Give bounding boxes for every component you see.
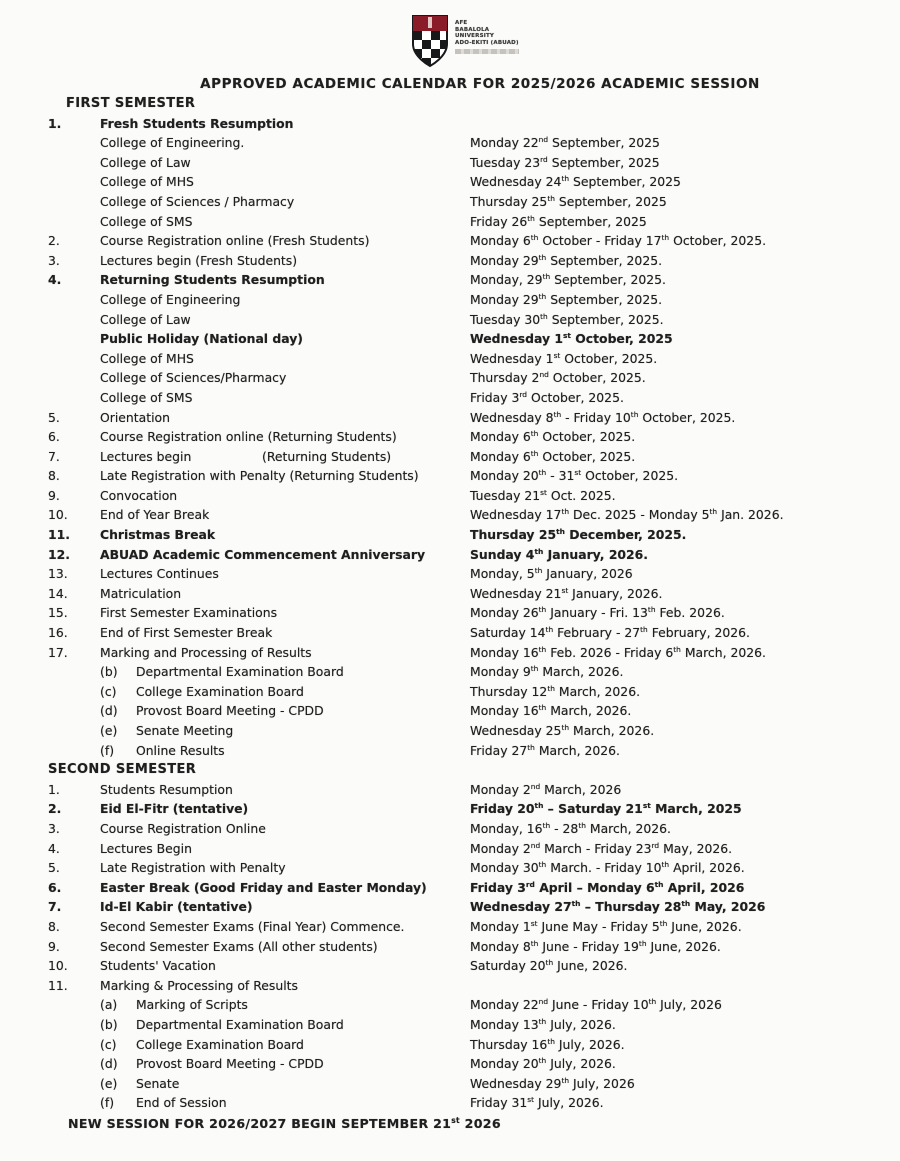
row-label-cell	[100, 172, 470, 192]
row-label: Lectures begin	[100, 448, 192, 464]
calendar-row	[48, 329, 900, 349]
row-date: Thursday 12th March, 2026.	[470, 683, 641, 699]
row-date: Friday 20th – Saturday 21st March, 2025	[470, 801, 742, 817]
row-label-cell	[100, 819, 470, 839]
row-date: Saturday 20th June, 2026.	[470, 958, 628, 974]
session-footer-note: NEW SESSION FOR 2026/2027 BEGIN SEPTEMBER 21st 2026	[68, 1115, 501, 1131]
logo-text-line: AFE	[455, 20, 468, 26]
row-date: Monday 9th March, 2026.	[470, 664, 624, 680]
row-number	[48, 1054, 100, 1074]
row-label-cell	[100, 741, 470, 761]
row-label: College of SMS	[100, 213, 193, 229]
row-number: 15.	[48, 605, 68, 621]
row-label-cell	[100, 603, 470, 623]
row-number	[48, 212, 100, 232]
calendar-row	[48, 486, 900, 506]
row-label-cell	[100, 251, 470, 271]
row-date: Wednesday 27th – Thursday 28th May, 2026	[470, 899, 766, 915]
row-label: Lectures Continues	[100, 566, 219, 582]
calendar-row	[48, 466, 900, 486]
row-number: 5.	[48, 860, 60, 876]
calendar-row	[48, 819, 900, 839]
calendar-row	[48, 310, 900, 330]
row-letter: (f)	[100, 742, 115, 758]
row-label: Second Semester Exams (Final Year) Commence.	[100, 918, 405, 934]
row-date: Monday 6th October, 2025.	[470, 428, 636, 445]
row-date: Thursday 25th December, 2025.	[470, 526, 687, 543]
row-date: Thursday 16th July, 2026.	[470, 1036, 625, 1052]
calendar-row	[48, 799, 900, 819]
row-date: Monday, 5th January, 2026	[470, 566, 633, 582]
calendar-row	[48, 701, 900, 721]
university-logo-text	[455, 12, 519, 54]
calendar-row	[48, 623, 900, 643]
calendar-row	[48, 897, 900, 917]
row-label: Lectures Begin	[100, 840, 192, 856]
row-date: Monday 2nd March, 2026	[470, 781, 622, 797]
calendar-row	[48, 1093, 900, 1113]
row-label-cell	[100, 976, 470, 996]
row-label: Provost Board Meeting - CPDD	[135, 703, 324, 719]
row-label-cell	[100, 623, 470, 643]
row-label-cell	[100, 329, 470, 349]
row-number: 10.	[48, 958, 68, 974]
row-number: 6.	[48, 879, 62, 895]
row-letter: (d)	[100, 1056, 118, 1072]
row-date: Wednesday 25th March, 2026.	[470, 722, 655, 738]
row-date: Monday 16th Feb. 2026 - Friday 6th March, 2026.	[470, 644, 766, 660]
calendar-row	[48, 525, 900, 545]
row-label-cell	[100, 839, 470, 859]
row-label: Departmental Examination Board	[135, 664, 344, 680]
row-label-cell	[100, 153, 470, 173]
row-number	[48, 172, 100, 192]
row-letter: (e)	[100, 1075, 118, 1091]
row-label-cell	[100, 564, 470, 584]
row-number: 8.	[48, 918, 60, 934]
row-label: Returning Students Resumption	[100, 272, 325, 288]
row-label-cell	[100, 1074, 470, 1094]
row-date: Monday 6th October - Friday 17th October, 2025.	[470, 233, 767, 249]
row-date	[470, 976, 900, 996]
row-label-cell	[100, 956, 470, 976]
calendar-row	[48, 447, 900, 467]
row-date: Monday 22nd September, 2025	[470, 135, 660, 151]
row-label-cell	[100, 995, 470, 1015]
row-number: 2.	[48, 801, 62, 817]
calendar-row	[48, 251, 900, 271]
row-date: Monday 16th March, 2026.	[470, 703, 632, 719]
calendar-row	[48, 564, 900, 584]
university-crest-icon	[411, 14, 449, 68]
calendar-row	[48, 643, 900, 663]
calendar-row	[48, 349, 900, 369]
calendar-row	[48, 839, 900, 859]
row-label: Easter Break (Good Friday and Easter Monday)	[100, 879, 427, 895]
row-label: College of MHS	[100, 350, 194, 366]
row-label: Course Registration online (Returning Students)	[100, 429, 397, 445]
row-label-cell	[100, 505, 470, 525]
row-number: 7.	[48, 899, 62, 915]
row-date: Wednesday 8th - Friday 10th October, 2025.	[470, 409, 736, 425]
row-number: 11.	[48, 527, 70, 543]
row-label-cell	[100, 584, 470, 604]
row-label: Convocation	[100, 487, 178, 503]
calendar-row	[48, 937, 900, 957]
row-number: 4.	[48, 840, 60, 856]
row-number	[48, 153, 100, 173]
calendar-sections	[0, 94, 900, 1113]
row-number: 7.	[48, 448, 60, 464]
row-label-cell	[100, 427, 470, 447]
logo-text-line: ADO-EKITI (ABUAD)	[455, 39, 519, 46]
calendar-row	[48, 505, 900, 525]
calendar-row	[48, 1074, 900, 1094]
row-number	[48, 310, 100, 330]
calendar-row	[48, 1035, 900, 1055]
row-number: 8.	[48, 468, 60, 484]
row-label-cell	[100, 133, 470, 153]
row-label-cell	[100, 917, 470, 937]
calendar-row	[48, 662, 900, 682]
row-label-suffix: (Returning Students)	[262, 448, 392, 464]
row-label: End of Session	[135, 1095, 227, 1111]
row-label: Course Registration Online	[100, 820, 266, 836]
row-number: 5.	[48, 409, 60, 425]
row-number	[48, 133, 100, 153]
logo-text-line: BABALOLA	[455, 26, 490, 33]
row-number	[48, 1015, 100, 1035]
calendar-row	[48, 114, 900, 134]
row-date	[470, 114, 900, 134]
row-number: 16.	[48, 625, 68, 641]
row-label: Marking and Processing of Results	[100, 644, 312, 660]
row-label: First Semester Examinations	[100, 605, 278, 621]
row-letter: (a)	[100, 997, 118, 1013]
calendar-row	[48, 270, 900, 290]
row-number: 9.	[48, 487, 60, 503]
row-number	[48, 1035, 100, 1055]
calendar-row	[48, 1015, 900, 1035]
calendar-row	[48, 995, 900, 1015]
calendar-row	[48, 917, 900, 937]
row-date: Wednesday 21st January, 2026.	[470, 585, 663, 601]
row-label-cell	[100, 212, 470, 232]
row-number: 14.	[48, 585, 68, 601]
row-date: Wednesday 29th July, 2026	[470, 1075, 635, 1091]
row-label-cell	[100, 447, 470, 467]
calendar-row	[48, 780, 900, 800]
row-date: Wednesday 17th Dec. 2025 - Monday 5th Jan. 2026.	[470, 507, 784, 523]
row-date: Monday 1st June May - Friday 5th June, 2026.	[470, 918, 742, 934]
row-label: ABUAD Academic Commencement Anniversary	[100, 546, 426, 562]
row-number	[48, 192, 100, 212]
row-label: Marking of Scripts	[135, 997, 248, 1013]
row-date: Saturday 14th February - 27th February, 2026.	[470, 624, 750, 641]
row-label-cell	[100, 1093, 470, 1113]
row-number	[48, 662, 100, 682]
row-label: College of Sciences/Pharmacy	[100, 370, 287, 386]
row-date: Thursday 25th September, 2025	[470, 193, 667, 209]
row-date: Wednesday 1st October, 2025.	[470, 350, 658, 366]
row-label-cell	[100, 192, 470, 212]
row-label-cell	[100, 701, 470, 721]
row-number: 11.	[48, 977, 68, 993]
row-label: Students Resumption	[100, 781, 233, 797]
calendar-row	[48, 878, 900, 898]
row-date: Monday 20th July, 2026.	[470, 1055, 616, 1072]
semester-heading: FIRST SEMESTER	[66, 96, 196, 111]
row-date: Tuesday 21st Oct. 2025.	[470, 487, 616, 503]
row-number	[48, 329, 100, 349]
row-label-cell	[100, 937, 470, 957]
row-number: 1.	[48, 115, 62, 131]
logo-text-line: UNIVERSITY	[455, 33, 495, 39]
page-title: APPROVED ACADEMIC CALENDAR FOR 2025/2026 ACADEMIC SESSION	[200, 76, 760, 92]
row-number: 10.	[48, 507, 68, 523]
calendar-row	[48, 545, 900, 565]
row-label: College of SMS	[100, 389, 193, 405]
row-label-cell	[100, 486, 470, 506]
row-label-cell	[100, 270, 470, 290]
row-label-cell	[100, 466, 470, 486]
calendar-row	[48, 721, 900, 741]
row-label: Matriculation	[100, 585, 182, 601]
row-label: Provost Board Meeting - CPDD	[135, 1056, 324, 1072]
calendar-row	[48, 682, 900, 702]
row-label: Departmental Examination Board	[135, 1016, 344, 1032]
calendar-row	[48, 976, 900, 996]
row-label: Senate	[135, 1075, 180, 1091]
row-label-cell	[100, 799, 470, 819]
row-letter: (c)	[100, 683, 117, 699]
row-number: 1.	[48, 781, 60, 797]
row-label: Orientation	[100, 409, 170, 425]
row-number	[48, 721, 100, 741]
row-label-cell	[100, 290, 470, 310]
row-date: Tuesday 30th September, 2025.	[470, 311, 664, 327]
row-date: Monday 8th June - Friday 19th June, 2026.	[470, 938, 721, 954]
row-letter: (e)	[100, 723, 118, 738]
row-date: Monday 20th - 31st October, 2025.	[470, 468, 679, 484]
row-label-cell	[100, 231, 470, 251]
row-number	[48, 741, 100, 761]
calendar-row	[48, 584, 900, 604]
calendar-row	[48, 153, 900, 173]
row-date: Wednesday 24th September, 2025	[470, 174, 681, 190]
row-label: End of Year Break	[100, 507, 210, 523]
row-number	[48, 290, 100, 310]
row-label: Late Registration with Penalty (Returning Students)	[100, 468, 419, 484]
row-label: College of Engineering.	[100, 135, 245, 151]
row-number	[48, 995, 100, 1015]
row-number: 3.	[48, 820, 60, 836]
university-logo	[0, 12, 900, 74]
row-label: Online Results	[135, 742, 225, 758]
row-label-cell	[100, 388, 470, 408]
row-label-cell	[100, 682, 470, 702]
row-label-cell	[100, 114, 470, 134]
row-label-cell	[100, 858, 470, 878]
row-number	[48, 349, 100, 369]
calendar-row	[48, 956, 900, 976]
row-label: Second Semester Exams (All other students)	[100, 938, 378, 954]
calendar-row	[48, 212, 900, 232]
row-number: 9.	[48, 938, 60, 954]
calendar-row	[48, 408, 900, 428]
row-label-cell	[100, 1015, 470, 1035]
row-label: College Examination Board	[135, 1036, 304, 1052]
semester-section	[48, 760, 900, 1113]
calendar-row	[48, 133, 900, 153]
row-label: Lectures begin (Fresh Students)	[100, 252, 298, 268]
row-label: College Examination Board	[135, 683, 304, 699]
row-number	[48, 368, 100, 388]
row-number	[48, 701, 100, 721]
calendar-row	[48, 603, 900, 623]
row-number: 6.	[48, 429, 60, 445]
row-number: 12.	[48, 546, 70, 562]
row-label-cell	[100, 721, 470, 741]
row-label-cell	[100, 878, 470, 898]
row-date: Friday 3rd April – Monday 6th April, 2026	[470, 879, 745, 895]
row-letter: (b)	[100, 1016, 118, 1032]
row-label-cell	[100, 349, 470, 369]
row-label: College of MHS	[100, 174, 194, 190]
row-number: 17.	[48, 644, 68, 660]
row-label: Marking & Processing of Results	[100, 977, 298, 993]
row-label-cell	[100, 310, 470, 330]
semester-section	[48, 94, 900, 760]
row-label-cell	[100, 368, 470, 388]
row-label-cell	[100, 1035, 470, 1055]
row-number	[48, 1074, 100, 1094]
row-label: College of Sciences / Pharmacy	[100, 193, 295, 209]
row-date: Monday 2nd March - Friday 23rd May, 2026.	[470, 840, 733, 856]
row-label-cell	[100, 408, 470, 428]
row-date: Wednesday 1st October, 2025	[470, 331, 673, 347]
calendar-row	[48, 858, 900, 878]
row-date: Thursday 2nd October, 2025.	[470, 370, 646, 386]
row-number: 2.	[48, 233, 60, 249]
row-date: Sunday 4th January, 2026.	[470, 546, 649, 562]
row-number: 13.	[48, 566, 68, 582]
row-label: Id-El Kabir (tentative)	[100, 899, 253, 915]
row-number	[48, 682, 100, 702]
row-letter: (d)	[100, 703, 118, 719]
row-label-cell	[100, 643, 470, 663]
row-label-cell	[100, 545, 470, 565]
semester-heading: SECOND SEMESTER	[48, 762, 197, 778]
row-label: Christmas Break	[100, 527, 216, 543]
row-label-cell	[100, 1054, 470, 1074]
row-label: End of First Semester Break	[100, 625, 273, 641]
row-number	[48, 1093, 100, 1113]
row-letter: (c)	[100, 1036, 117, 1052]
row-label: Senate Meeting	[135, 723, 234, 738]
row-date: Monday 26th January - Fri. 13th Feb. 2026.	[470, 605, 725, 621]
row-number: 4.	[48, 272, 62, 288]
row-date: Monday, 16th - 28th March, 2026.	[470, 820, 671, 836]
row-label-cell	[100, 525, 470, 545]
row-number	[48, 388, 100, 408]
calendar-row	[48, 741, 900, 761]
row-date: Monday 22nd June - Friday 10th July, 2026	[470, 997, 722, 1013]
calendar-row	[48, 290, 900, 310]
row-date: Monday 30th March. - Friday 10th April, 2026.	[470, 860, 745, 876]
row-date: Monday, 29th September, 2025.	[470, 272, 666, 288]
row-date: Monday 29th September, 2025.	[470, 291, 663, 307]
calendar-row	[48, 172, 900, 192]
row-letter: (f)	[100, 1095, 115, 1111]
row-label: Public Holiday (National day)	[100, 331, 303, 347]
calendar-row	[48, 231, 900, 251]
row-date: Friday 27th March, 2026.	[470, 742, 620, 758]
calendar-row	[48, 1054, 900, 1074]
row-date: Monday 29th September, 2025.	[470, 252, 663, 268]
row-label: College of Engineering	[100, 291, 241, 307]
calendar-row	[48, 388, 900, 408]
calendar-row	[48, 368, 900, 388]
row-letter: (b)	[100, 664, 118, 680]
row-date: Tuesday 23rd September, 2025	[470, 154, 660, 170]
row-number: 3.	[48, 252, 60, 268]
row-label: Eid El-Fitr (tentative)	[100, 801, 249, 817]
logo-tagline-bar	[455, 49, 519, 54]
semester-rows	[48, 780, 900, 1113]
row-label-cell	[100, 897, 470, 917]
row-date: Friday 31st July, 2026.	[470, 1095, 604, 1111]
row-label: Late Registration with Penalty	[100, 860, 286, 876]
row-date: Monday 13th July, 2026.	[470, 1016, 616, 1032]
calendar-row	[48, 192, 900, 212]
calendar-row	[48, 427, 900, 447]
row-date: Friday 26th September, 2025	[470, 213, 647, 229]
row-label-cell	[100, 662, 470, 682]
row-label: Course Registration online (Fresh Students)	[100, 233, 370, 249]
row-date: Friday 3rd October, 2025.	[470, 389, 624, 405]
semester-rows	[48, 114, 900, 761]
document-header	[0, 0, 900, 94]
row-label: Fresh Students Resumption	[100, 115, 294, 131]
row-label-cell	[100, 780, 470, 800]
row-label: Students' Vacation	[100, 958, 216, 974]
row-label: College of Law	[100, 311, 191, 327]
row-date: Monday 6th October, 2025.	[470, 448, 636, 464]
row-label: College of Law	[100, 154, 191, 170]
